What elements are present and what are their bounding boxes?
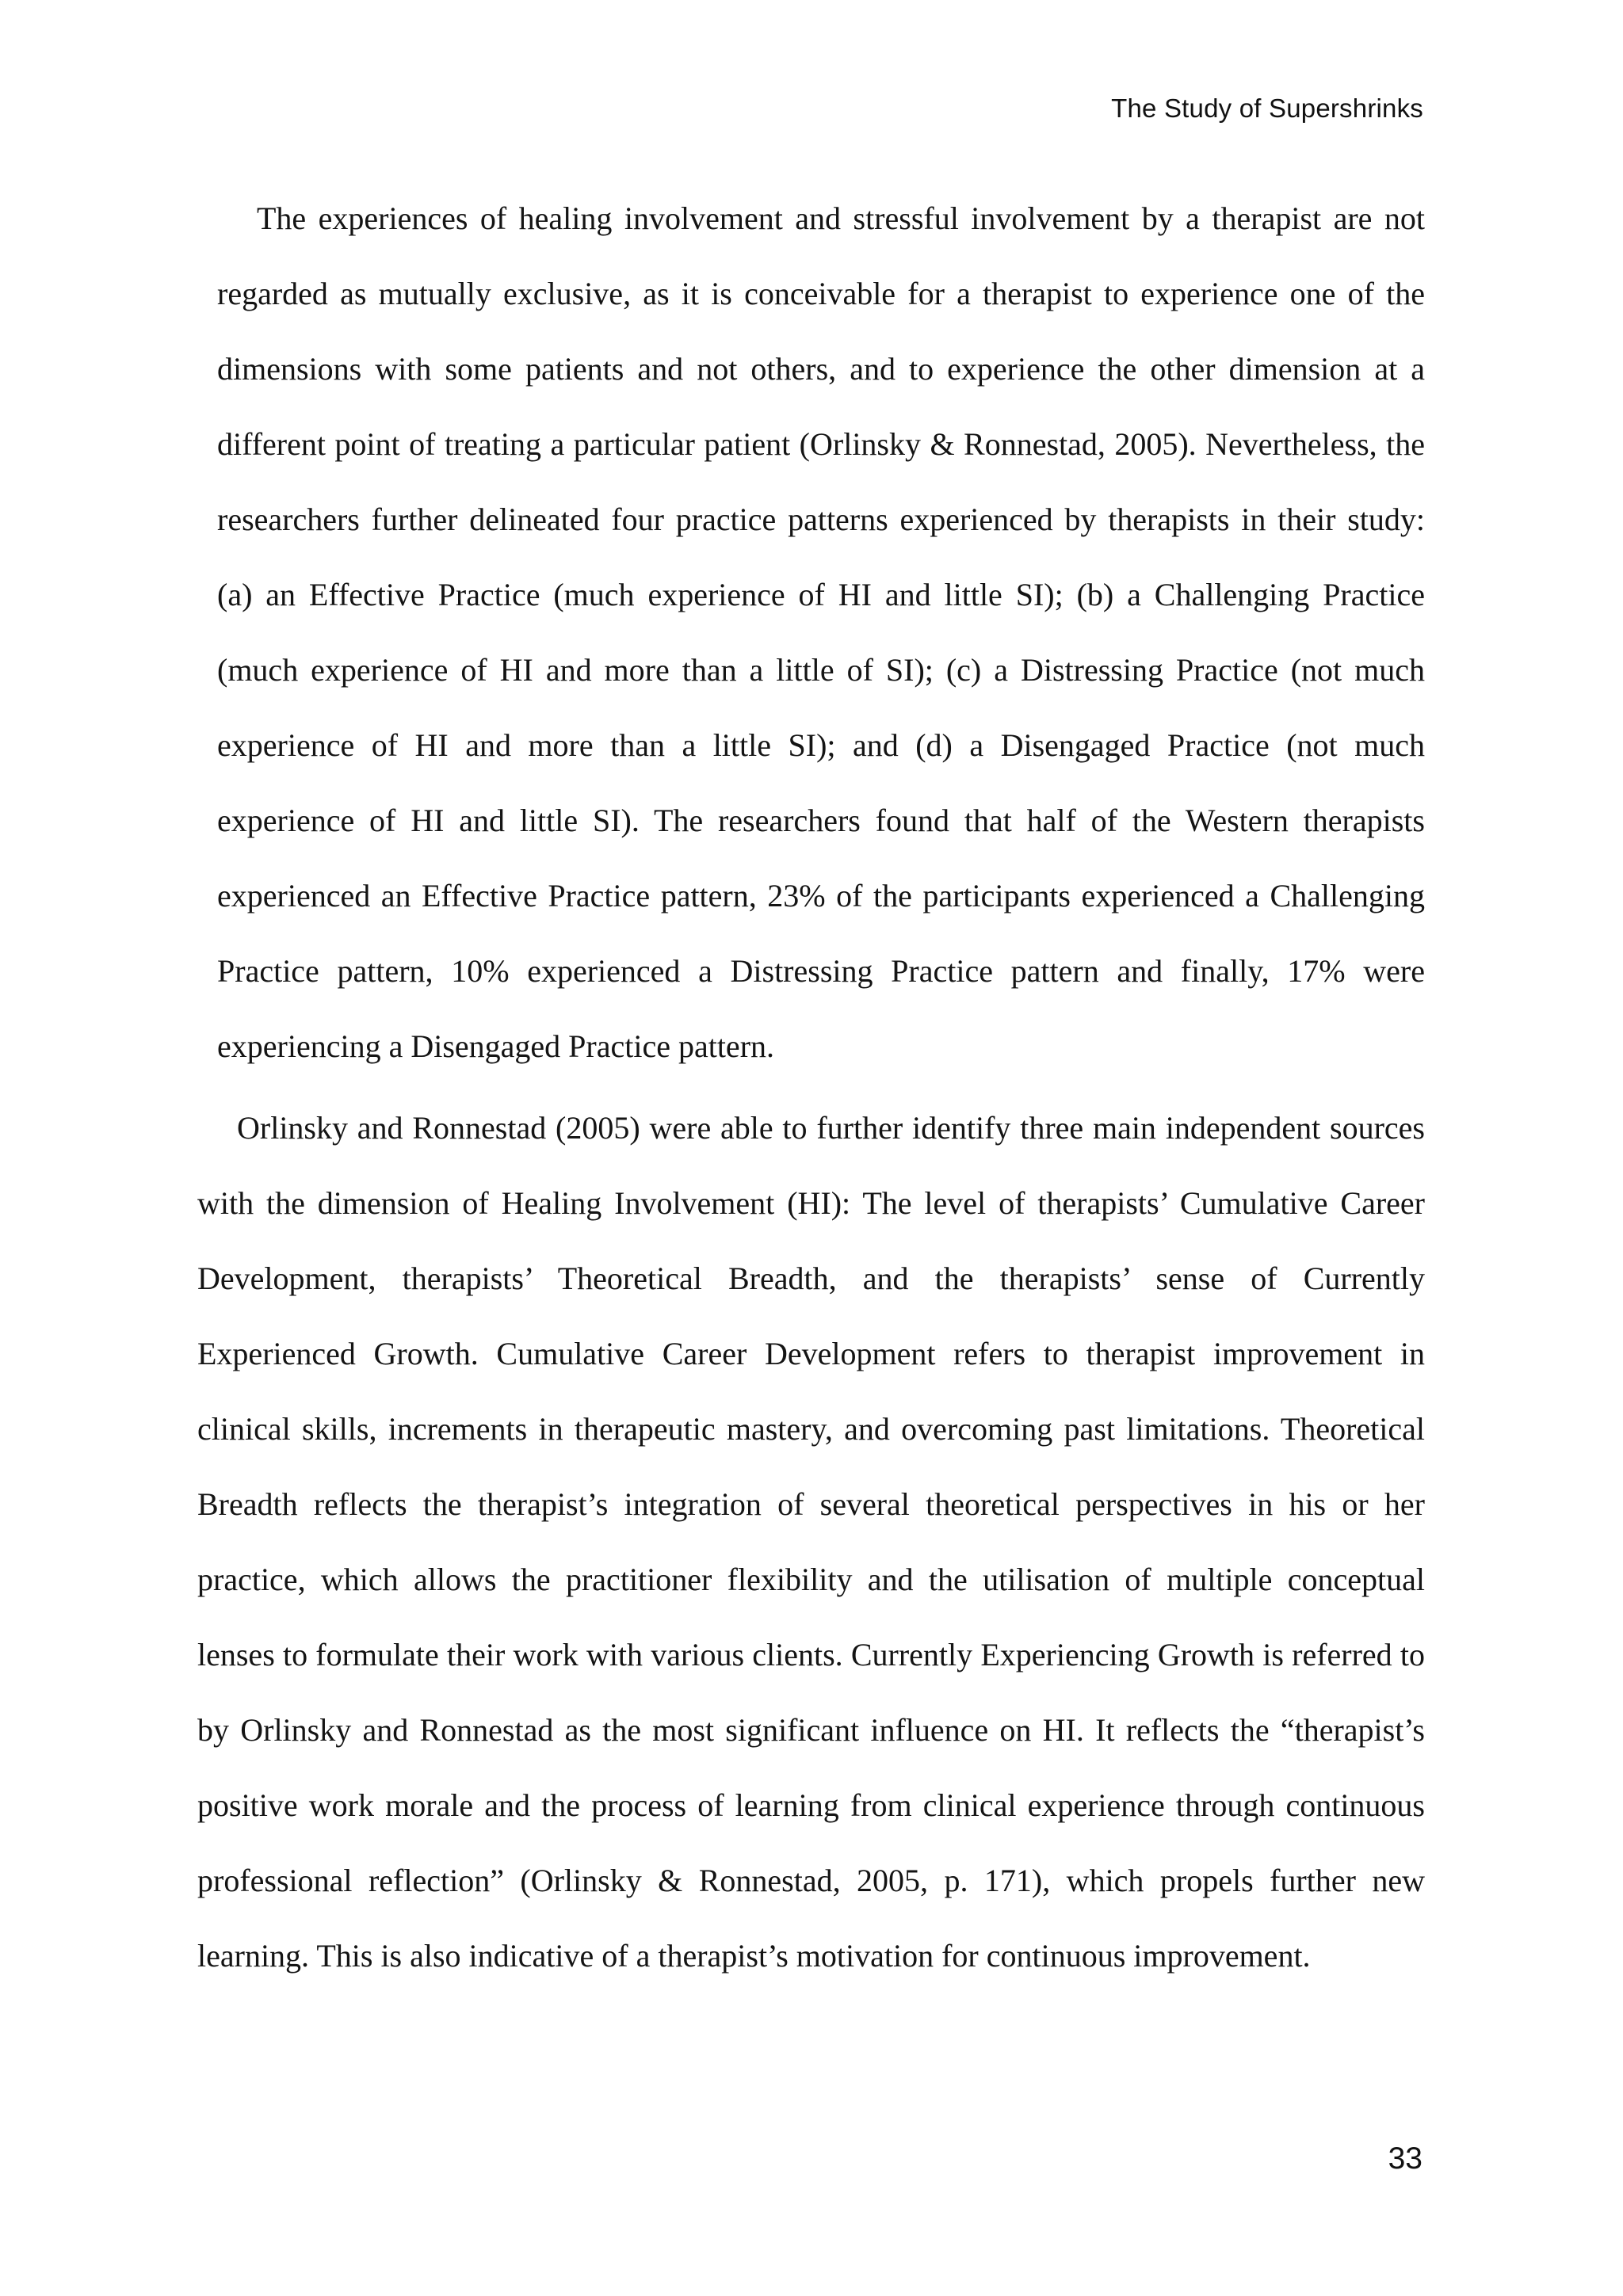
page-number: 33 [1388, 2142, 1423, 2176]
running-head: The Study of Supershrinks [1111, 93, 1423, 123]
body-paragraph-practice-patterns: The experiences of healing involvement and stressful involvement by a therapist are not regarded as mutually exclusive, as it is conceivable for a therapist to experience one of the dimensions with some patients and not others, and to experience the other dimension at a different point of treating a particular patient (Orlinsky & Ronnestad, 2005). Nevertheless, the researchers further delineated four practice patterns experienced by therapists in their study: (a) an Effective Practice (much experience of HI and little SI); (b) a Challenging Practice (much experience of HI and more than a little of SI); (c) a Distressing Practice (not much experience of HI and more than a little SI); and (d) a Disengaged Practice (not much experience of HI and little SI). The researchers found that half of the Western therapists experienced an Effective Practice pattern, 23% of the participants experienced a Challenging Practice pattern, 10% experienced a Distressing Practice pattern and finally, 17% were experiencing a Disengaged Practice pattern. [217, 200, 1425, 1064]
body-paragraph-healing-involvement-sources: Orlinsky and Ronnestad (2005) were able to further identify three main independent sources with the dimension of Healing Involvement (HI): The level of therapists’ Cumulative Career Development, therapists’ Theoretical Breadth, and the therapists’ sense of Currently Experienced Growth. Cumulative Career Development refers to therapist improvement in clinical skills, increments in therapeutic mastery, and overcoming past limitations. Theoretical Breadth reflects the therapist’s integration of several theoretical perspectives in his or her practice, which allows the practitioner flexibility and the utilisation of multiple conceptual lenses to formulate their work with various clients. Currently Experiencing Growth is referred to by Orlinsky and Ronnestad as the most significant influence on HI. It reflects the “therapist’s positive work morale and the process of learning from clinical experience through continuous professional reflection” (Orlinsky & Ronnestad, 2005, p. 171), which propels further new learning. This is also indicative of a therapist’s motivation for continuous improvement. [197, 1110, 1425, 1974]
